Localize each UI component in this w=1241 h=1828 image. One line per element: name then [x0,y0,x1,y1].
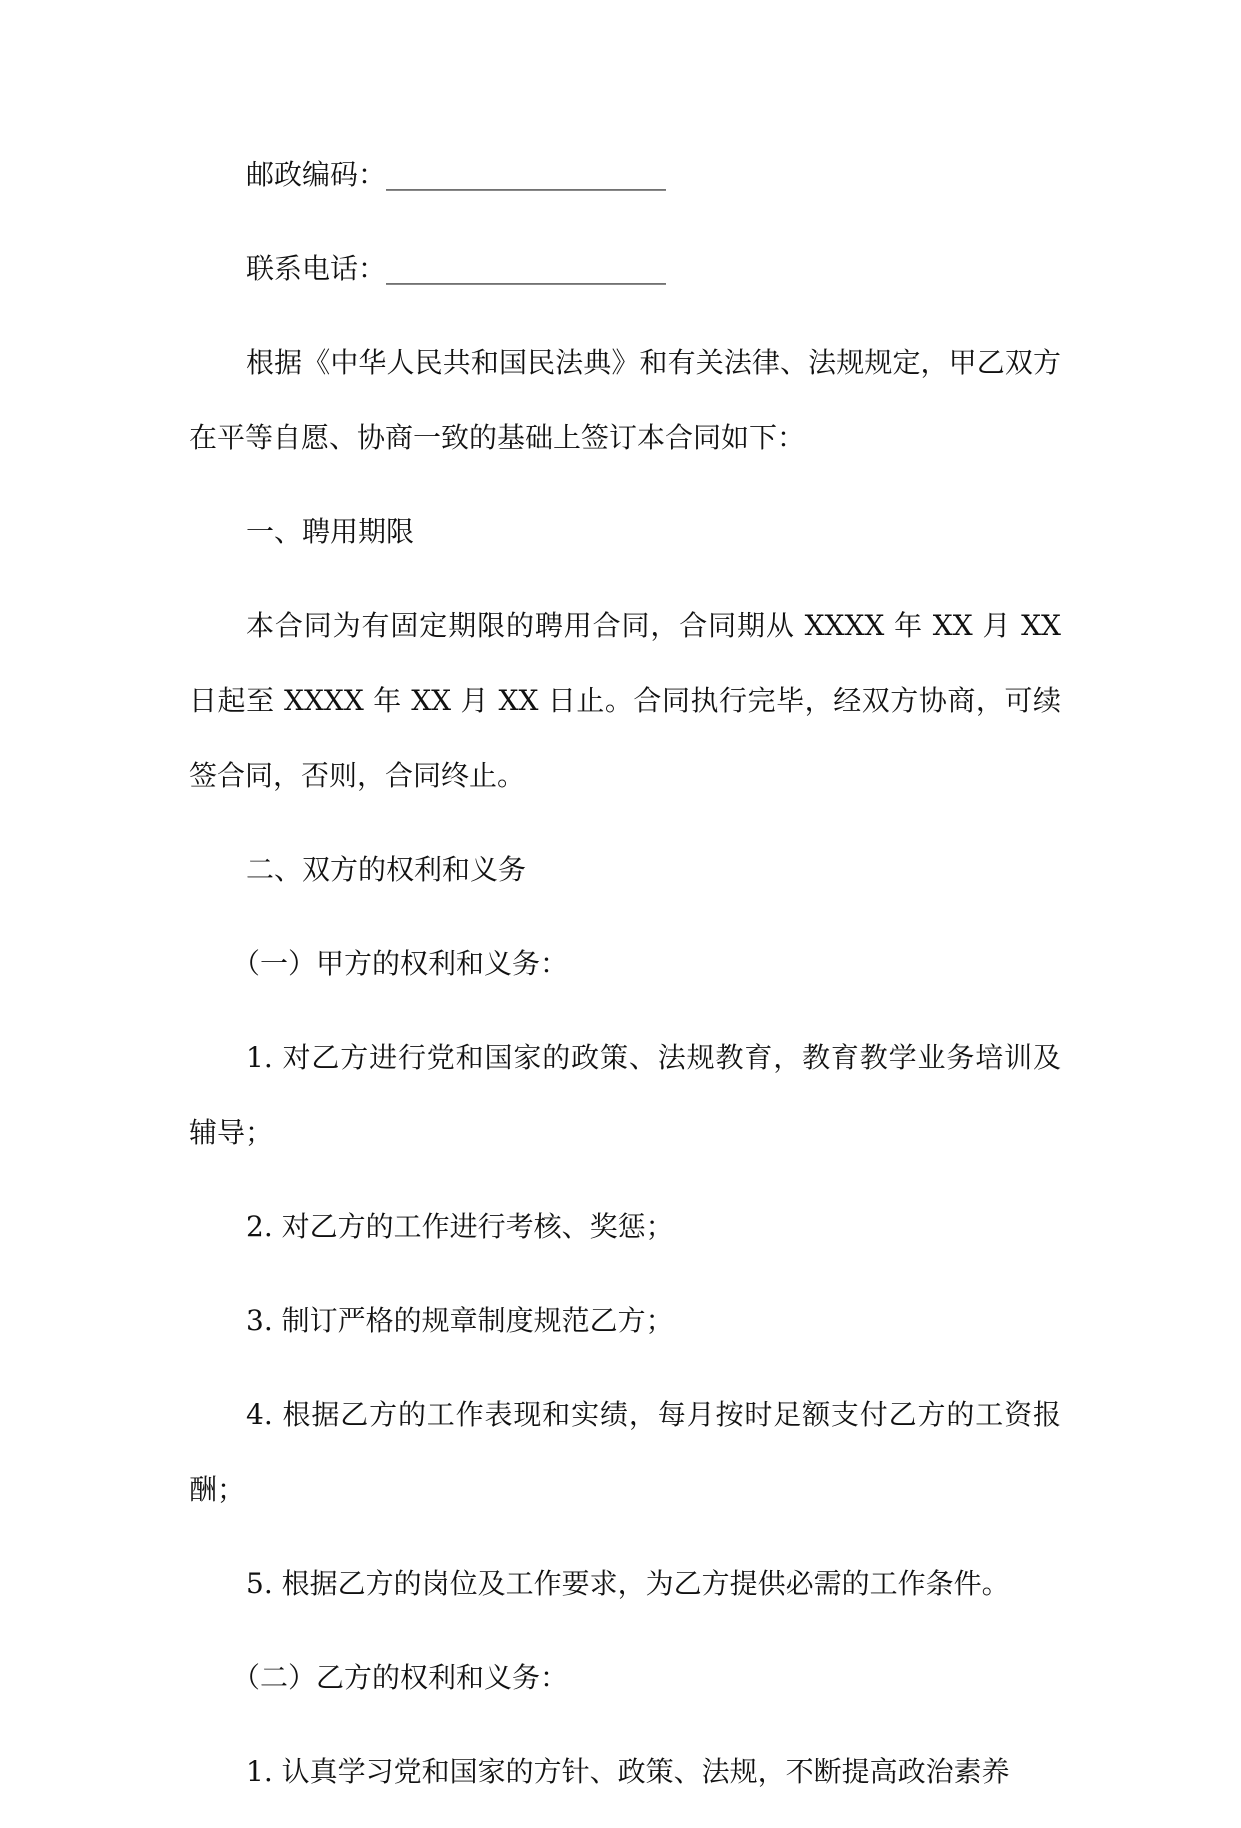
section-1-body: 本合同为有固定期限的聘用合同，合同期从 XXXX 年 XX 月 XX 日起至 XXXX 年 XX 月 XX 日止。合同执行完毕，经双方协商，可续签合同，否则，合同终止。 [189,609,1061,792]
party-a-item-1: 1. 对乙方进行党和国家的政策、法规教育，教育教学业务培训及辅导； [189,1041,1061,1149]
section-2-heading: 二、双方的权利和义务 [246,853,527,886]
party-a-item-4: 4. 根据乙方的工作表现和实绩，每月按时足额支付乙方的工资报酬； [189,1398,1061,1506]
party-b-item-1: 1. 认真学习党和国家的方针、政策、法规，不断提高政治素养 [246,1755,1010,1788]
contract-body [189,137,1061,1828]
postal-code-label: 邮政编码： [246,158,387,191]
party-b-heading: （二）乙方的权利和义务： [232,1661,569,1694]
phone-blank: ____________________ [386,252,667,285]
postal-code-line [189,137,1061,212]
phone-line [189,231,1061,306]
preamble-paragraph: 根据《中华人民共和国民法典》和有关法律、法规规定，甲乙双方在平等自愿、协商一致的基础上签订本合同如下： [189,346,1061,454]
party-a-heading: （一）甲方的权利和义务： [232,947,569,980]
party-a-item-5: 5. 根据乙方的岗位及工作要求，为乙方提供必需的工作条件。 [246,1567,1010,1600]
postal-code-blank: ____________________ [386,158,667,191]
phone-label: 联系电话： [246,252,387,285]
party-a-item-2: 2. 对乙方的工作进行考核、奖惩； [246,1210,674,1243]
section-1-heading: 一、聘用期限 [246,515,415,548]
party-a-item-3: 3. 制订严格的规章制度规范乙方； [246,1304,674,1337]
